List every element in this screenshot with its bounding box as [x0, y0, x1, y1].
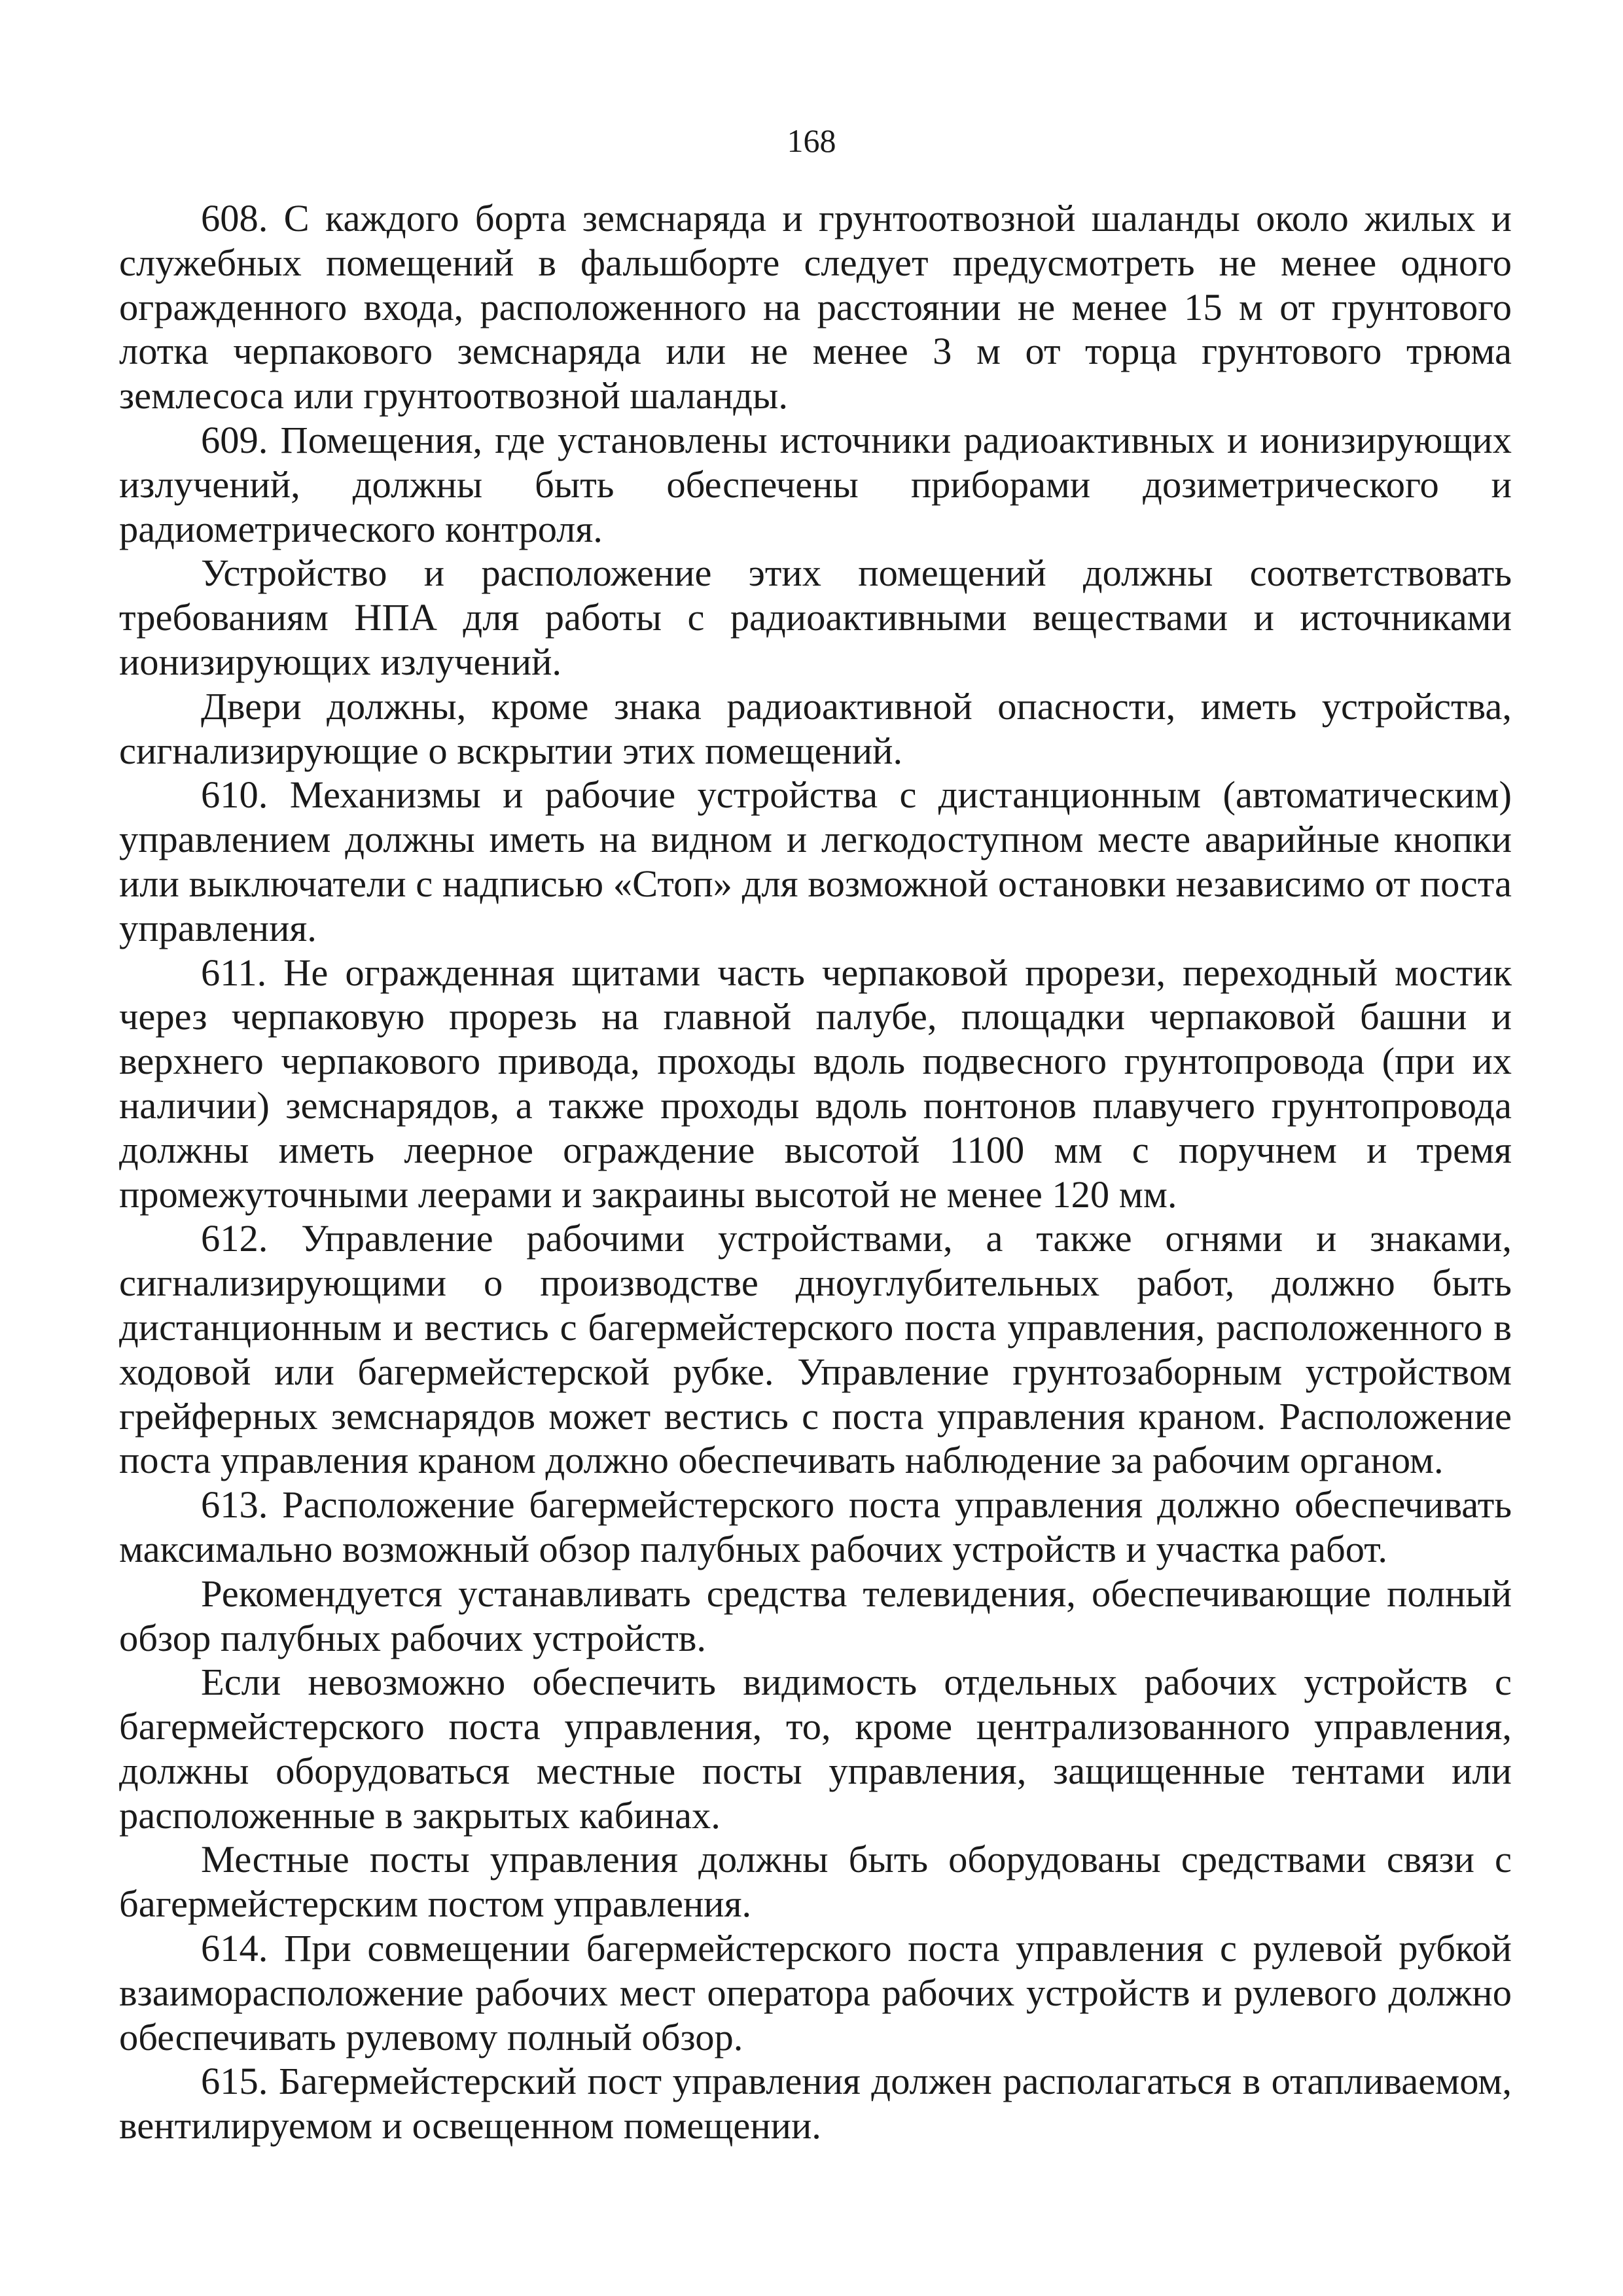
paragraph-613: 613. Расположение багермейстерского поста управления должно обеспечивать максимально возможный обзор палубных рабочих устройств и участка работ.: [119, 1483, 1512, 1570]
paragraph-609-device: Устройство и расположение этих помещений должны соответствовать требованиям НПА для работы с радиоактивными веществами и источниками ионизирующих излучений.: [119, 552, 1512, 683]
page-number: 168: [787, 122, 836, 159]
paragraph-613-visibility: Если невозможно обеспечить видимость отдельных рабочих устройств с багермейстерского поста управления, то, кроме централизованного управления, должны оборудоваться местные посты управления, защищенные тентами или расположенные в закрытых кабинах.: [119, 1661, 1512, 1837]
paragraph-610: 610. Механизмы и рабочие устройства с дистанционным (автоматическим) управлением должны иметь на видном и легкодоступном месте аварийные кнопки или выключатели с надписью «Стоп» для возможной остановки независимо от поста управления.: [119, 773, 1512, 949]
paragraph-608: 608. С каждого борта земснаряда и грунтоотвозной шаланды около жилых и служебных помещений в фальшборте следует предусмотреть не менее одного огражденного входа, расположенного на расстоянии не менее 15 м от грунтового лотка черпакового земснаряда или не менее 3 м от торца грунтового трюма землесоса или грунтоотвозной шаланды.: [119, 197, 1512, 417]
paragraph-615: 615. Багермейстерский пост управления должен располагаться в отапливаемом, вентилируемом и освещенном помещении.: [119, 2060, 1512, 2147]
paragraph-612: 612. Управление рабочими устройствами, а также огнями и знаками, сигнализирующими о производстве дноуглубительных работ, должно быть дистанционным и вестись с багермейстерского поста управления, расположенного в ходовой или багермейстерской рубке. Управление грунтозаборным устройством грейферных земснарядов может вестись с поста управления краном. Расположение поста управления краном должно обеспечивать наблюдение за рабочим органом.: [119, 1217, 1512, 1482]
document-body: [119, 196, 1512, 2148]
paragraph-609-doors: Двери должны, кроме знака радиоактивной опасности, иметь устройства, сигнализирующие о вскрытии этих помещений.: [119, 684, 1512, 772]
paragraph-609: 609. Помещения, где установлены источники радиоактивных и ионизирующих излучений, должны быть обеспечены приборами дозиметрического и радиометрического контроля.: [119, 418, 1512, 550]
paragraph-614: 614. При совмещении багермейстерского поста управления с рулевой рубкой взаиморасположение рабочих мест оператора рабочих устройств и рулевого должно обеспечивать рулевому полный обзор.: [119, 1927, 1512, 2058]
paragraph-613-local-posts: Местные посты управления должны быть оборудованы средствами связи с багермейстерским постом управления.: [119, 1838, 1512, 1926]
paragraph-613-tv: Рекомендуется устанавливать средства телевидения, обеспечивающие полный обзор палубных рабочих устройств.: [119, 1572, 1512, 1659]
paragraph-611: 611. Не огражденная щитами часть черпаковой прорези, переходный мостик через черпаковую прорезь на главной палубе, площадки черпаковой башни и верхнего черпакового привода, проходы вдоль подвесного грунтопровода (при их наличии) земснарядов, а также проходы вдоль понтонов плавучего грунтопровода должны иметь леерное ограждение высотой 1100 мм с поручнем и тремя промежуточными леерами и закраины высотой не менее 120 мм.: [119, 951, 1512, 1216]
